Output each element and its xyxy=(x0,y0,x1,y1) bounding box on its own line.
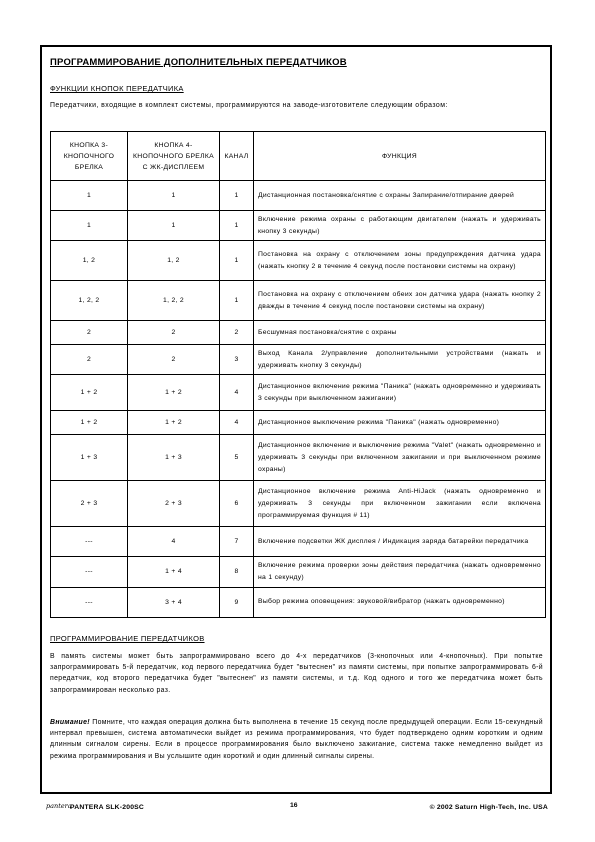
cell-channel: 1 xyxy=(220,281,254,321)
table-row xyxy=(51,411,546,435)
table-header-row xyxy=(51,132,546,181)
cell-channel: 6 xyxy=(220,481,254,527)
cell-channel: 4 xyxy=(220,411,254,435)
cell-4-button-key: 1 + 4 xyxy=(128,557,220,587)
cell-function: Дистанционное включение и выключение режима "Valet" (нажать одновременно и удерживать 3 секунды при включенном зажигании и при выключенном режиме охраны) xyxy=(254,435,546,481)
cell-4-button-key: 2 xyxy=(128,321,220,345)
table-row xyxy=(51,375,546,411)
page-footer xyxy=(40,800,552,818)
cell-function: Дистанционное выключение режима "Паника" (нажать одновременно) xyxy=(254,411,546,435)
table-row xyxy=(51,481,546,527)
cell-channel: 7 xyxy=(220,527,254,557)
cell-function: Постановка на охрану с отключением зоны предупреждения датчика удара (нажать кнопку 2 в течение 4 секунд после постановки системы на охрану) xyxy=(254,241,546,281)
cell-3-button-key: --- xyxy=(51,587,128,617)
cell-function: Бесшумная постановка/снятие с охраны xyxy=(254,321,546,345)
cell-channel: 1 xyxy=(220,211,254,241)
warning-label: Внимание! xyxy=(50,719,90,726)
cell-3-button-key: 1, 2 xyxy=(51,241,128,281)
cell-4-button-key: 1 + 2 xyxy=(128,375,220,411)
table-row xyxy=(51,241,546,281)
cell-channel: 4 xyxy=(220,375,254,411)
page-number: 16 xyxy=(290,802,298,809)
cell-3-button-key: 1 + 3 xyxy=(51,435,128,481)
section-programming-title: ПРОГРАММИРОВАНИЕ ПЕРЕДАТЧИКОВ xyxy=(50,634,205,643)
cell-3-button-key: --- xyxy=(51,527,128,557)
cell-4-button-key: 4 xyxy=(128,527,220,557)
cell-channel: 1 xyxy=(220,181,254,211)
cell-function: Дистанционное включение режима "Паника" (нажать одновременно и удерживать 3 секунды при выключенном зажигании) xyxy=(254,375,546,411)
table-row xyxy=(51,211,546,241)
cell-4-button-key: 2 xyxy=(128,345,220,375)
cell-3-button-key: 1 + 2 xyxy=(51,411,128,435)
cell-channel: 5 xyxy=(220,435,254,481)
cell-3-button-key: 1, 2, 2 xyxy=(51,281,128,321)
cell-3-button-key: 1 xyxy=(51,211,128,241)
cell-channel: 1 xyxy=(220,241,254,281)
page-title: ПРОГРАММИРОВАНИЕ ДОПОЛНИТЕЛЬНЫХ ПЕРЕДАТЧИКОВ xyxy=(50,57,347,68)
cell-function: Выход Канала 2/управление дополнительными устройствами (нажать и удерживать кнопку 3 секунды) xyxy=(254,345,546,375)
intro-paragraph: Передатчики, входящие в комплект системы, программируются на заводе-изготовителе следующим образом: xyxy=(50,102,448,109)
cell-4-button-key: 1, 2 xyxy=(128,241,220,281)
cell-channel: 3 xyxy=(220,345,254,375)
warning-paragraph xyxy=(50,717,543,762)
cell-3-button-key: 1 + 2 xyxy=(51,375,128,411)
cell-function: Дистанционная постановка/снятие с охраны Запирание/отпирание дверей xyxy=(254,181,546,211)
brand-logo: pantera xyxy=(46,802,72,810)
warning-text: Помните, что каждая операция должна быть выполнена в течение 15 секунд после предыдущей операции. Если 15-секундный интервал превышен, система автоматически выйдет из режима программирования, что будет подтверждено одним коротким и одним длинным сигналом сирены. Если в процессе программирования было выключено зажигание, система также немедленно выйдет из режима программирования и Вы услышите один короткий и один длинный сигналы сирены. xyxy=(50,719,543,760)
cell-function: Дистанционное включение режима Anti-HiJack (нажать одновременно и удерживать 3 секунды при включенном зажигании если включена программируемая функция # 11) xyxy=(254,481,546,527)
cell-channel: 9 xyxy=(220,587,254,617)
header-channel: КАНАЛ xyxy=(220,132,254,181)
table-row xyxy=(51,435,546,481)
cell-function: Включение подсветки ЖК дисплея / Индикация заряда батарейки передатчика xyxy=(254,527,546,557)
header-4-button-key: КНОПКА 4-КНОПОЧНОГО БРЕЛКА С ЖК-ДИСПЛЕЕМ xyxy=(128,132,220,181)
cell-function: Выбор режима оповещения: звуковой/вибратор (нажать одновременно) xyxy=(254,587,546,617)
cell-function: Включение режима проверки зоны действия передатчика (нажать одновременно на 1 секунду) xyxy=(254,557,546,587)
cell-channel: 8 xyxy=(220,557,254,587)
cell-4-button-key: 1 xyxy=(128,181,220,211)
cell-3-button-key: 1 xyxy=(51,181,128,211)
cell-3-button-key: 2 xyxy=(51,345,128,375)
section-subtitle: ФУНКЦИИ КНОПОК ПЕРЕДАТЧИКА xyxy=(50,84,184,93)
table-row xyxy=(51,321,546,345)
table-row xyxy=(51,345,546,375)
copyright: © 2002 Saturn High-Tech, Inc. USA xyxy=(429,804,548,811)
cell-3-button-key: 2 + 3 xyxy=(51,481,128,527)
cell-4-button-key: 1 xyxy=(128,211,220,241)
cell-4-button-key: 2 + 3 xyxy=(128,481,220,527)
table-row xyxy=(51,557,546,587)
header-3-button-key: КНОПКА 3-КНОПОЧНОГО БРЕЛКА xyxy=(51,132,128,181)
cell-4-button-key: 3 + 4 xyxy=(128,587,220,617)
cell-3-button-key: --- xyxy=(51,557,128,587)
cell-4-button-key: 1 + 2 xyxy=(128,411,220,435)
header-function: ФУНКЦИЯ xyxy=(254,132,546,181)
table-row xyxy=(51,527,546,557)
button-functions-table xyxy=(50,131,546,618)
page-frame xyxy=(40,45,552,794)
cell-function: Включение режима охраны с работающим двигателем (нажать и удерживать кнопку 3 секунды) xyxy=(254,211,546,241)
cell-channel: 2 xyxy=(220,321,254,345)
cell-3-button-key: 2 xyxy=(51,321,128,345)
memory-paragraph: В память системы может быть запрограммировано всего до 4-х передатчиков (3-кнопочных или 4-кнопочных). При попытке запрограммировать 5-й передатчик, код первого передатчика будет "вытеснен" из памяти системы, при попытке запрограммировать 6-й передатчик, код второго передатчика будет "вытеснен" из памяти системы, и т.д. Код одного и того же передатчика может быть запрограммирован несколько раз. xyxy=(50,653,543,694)
cell-function: Постановка на охрану с отключением обеих зон датчика удара (нажать кнопку 2 дважды в течение 4 секунд после постановки системы на охрану) xyxy=(254,281,546,321)
model-name: PANTERA SLK-200SC xyxy=(70,804,145,811)
table-row xyxy=(51,587,546,617)
table-row xyxy=(51,281,546,321)
cell-4-button-key: 1, 2, 2 xyxy=(128,281,220,321)
cell-4-button-key: 1 + 3 xyxy=(128,435,220,481)
table-row xyxy=(51,181,546,211)
